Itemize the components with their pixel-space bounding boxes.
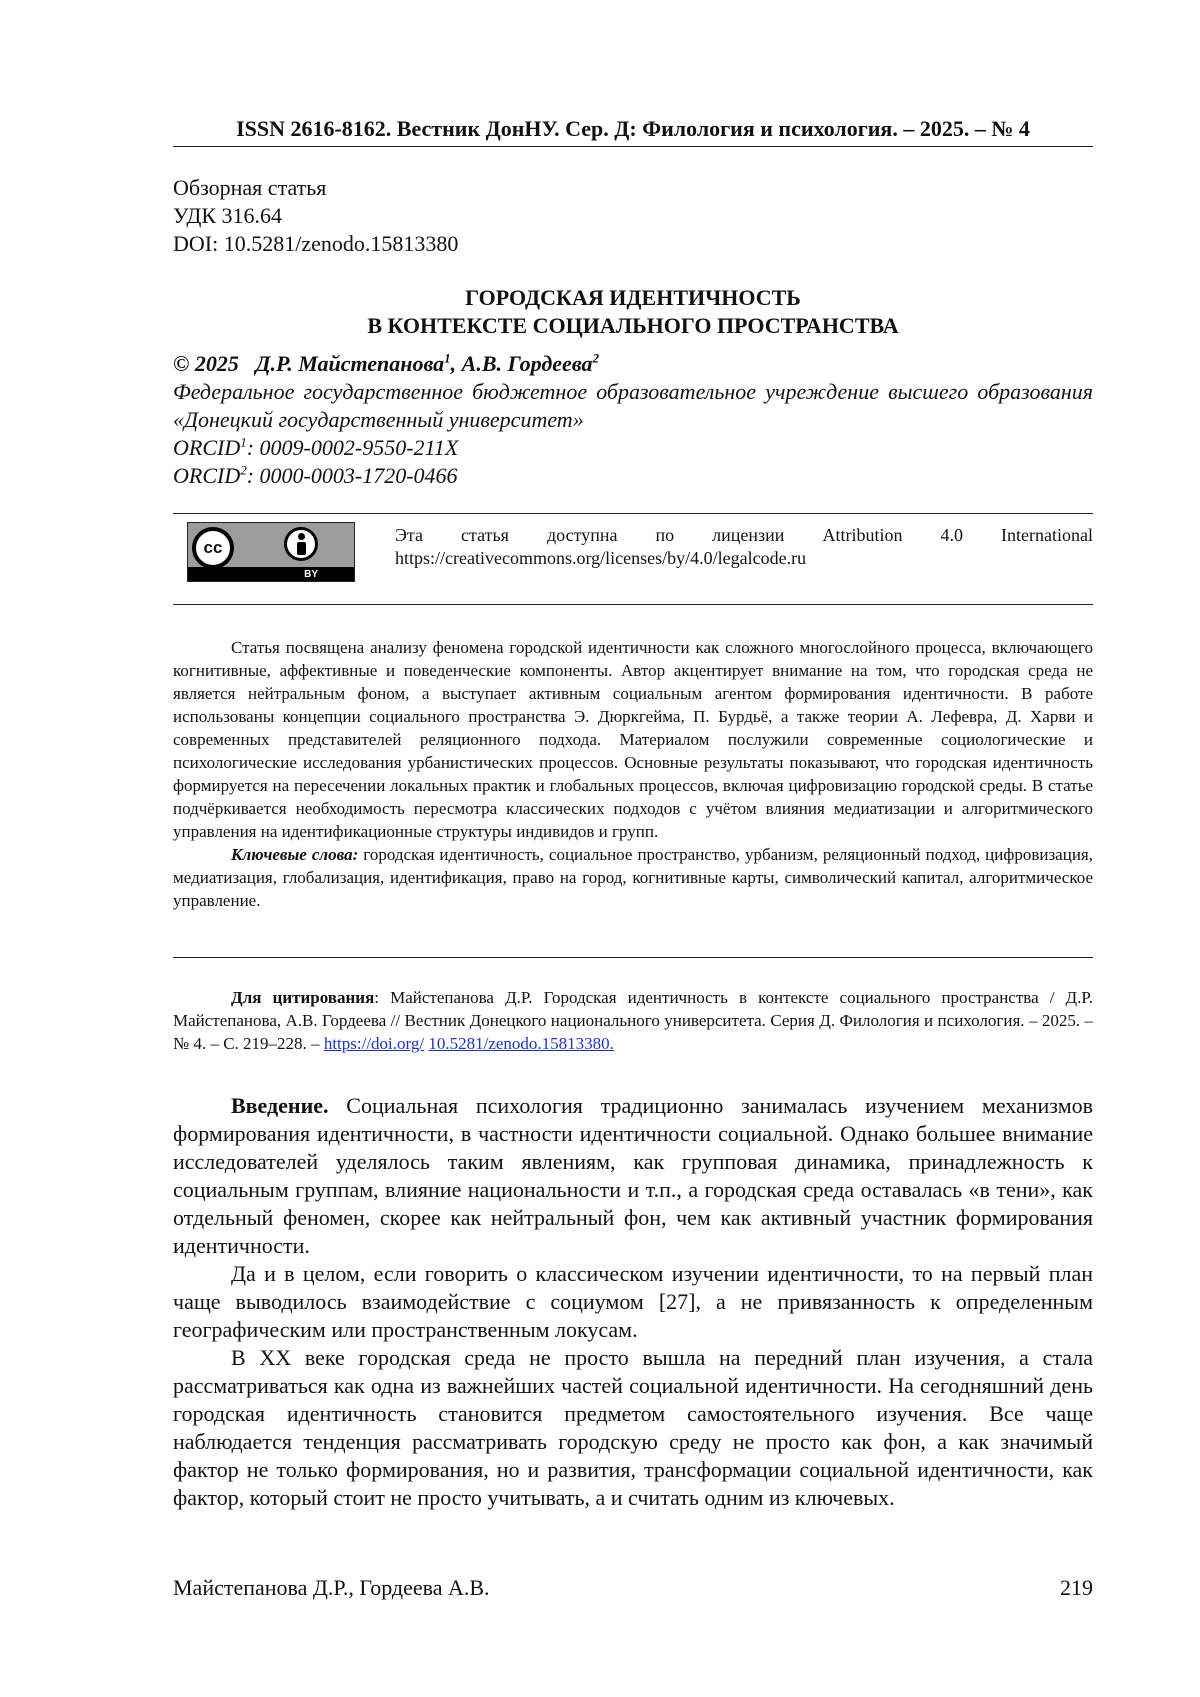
body-paragraph-2: Да и в целом, если говорить о классическом изучении идентичности, то на первый план чаще выводилось взаимодействие с социумом [27], а не привязанность к определенным географическим или пространственным локусам. bbox=[173, 1261, 1093, 1342]
abstract bbox=[173, 636, 1093, 912]
doi-link-base[interactable]: https://doi.org/ bbox=[323, 1034, 425, 1053]
orcid-1-label: ORCID bbox=[173, 435, 241, 460]
person-torso-shape bbox=[297, 542, 306, 555]
author-line bbox=[173, 350, 1093, 378]
title-line-2: В КОНТЕКСТЕ СОЦИАЛЬНОГО ПРОСТРАНСТВА bbox=[367, 313, 899, 338]
keywords bbox=[173, 843, 1093, 912]
license-text: Эта статья доступна по лицензии Attribution 4.0 International https://creativecommons.org/licenses/by/4.0/legalcode.ru bbox=[395, 525, 1093, 568]
keywords-label: Ключевые слова: bbox=[231, 845, 359, 864]
person-head-shape bbox=[298, 533, 305, 540]
citation-label: Для цитирования bbox=[231, 988, 375, 1007]
keywords-list: городская идентичность, социальное пространство, урбанизм, реляционный подход, цифровизация, медиатизация, глобализация, идентификация, право на город, когнитивные карты, символический капитал, алгоритмическое управление. bbox=[173, 845, 1093, 910]
citation-text: : Майстепанова Д.Р. Городская идентичность в контексте социального пространства / Д.Р. Майстепанова, А.В. Гордеева // Вестник Донецкого национального университета. Серия Д. Филология и психология. – 2025. – № 4. – С. 219–228. – bbox=[173, 988, 1093, 1053]
license-box bbox=[173, 513, 1093, 605]
by-label: BY bbox=[304, 569, 318, 580]
attribution-person-icon bbox=[284, 527, 318, 561]
journal-header: ISSN 2616-8162. Вестник ДонНУ. Сер. Д: Филология и психология. – 2025. – № 4 bbox=[173, 114, 1093, 147]
doi-link-id[interactable]: 10.5281/zenodo.15813380. bbox=[428, 1034, 614, 1053]
article-meta bbox=[173, 174, 1093, 258]
doi-line: DOI: 10.5281/zenodo.15813380 bbox=[173, 231, 459, 256]
intro-text: Социальная психология традиционно занималась изучением механизмов формирования идентичности, в частности идентичности социальной. Однако большее внимание исследователей уделялось таким явлениям, как групповая динамика, принадлежность к социальным группам, влияние национальности и т.п., а городская среда оставалась «в тени», как отдельный феномен, скорее как нейтральный фон, чем как активный участник формирования идентичности. bbox=[173, 1093, 1093, 1258]
title-line-1: ГОРОДСКАЯ ИДЕНТИЧНОСТЬ bbox=[465, 285, 801, 310]
orcid-2 bbox=[173, 462, 1093, 490]
article-body bbox=[173, 1092, 1093, 1512]
orcid-2-label: ORCID bbox=[173, 463, 241, 488]
copyright-year: © 2025 bbox=[173, 351, 239, 376]
author-1: Д.Р. Майстепанова bbox=[255, 351, 445, 376]
footer-authors: Майстепанова Д.Р., Гордеева А.В. bbox=[173, 1575, 490, 1600]
body-paragraph-3: В XX веке городская среда не просто вышла на передний план изучения, а стала рассматриваться как одна из важнейших частей социальной идентичности. На сегодняшний день городская идентичность становится предметом самостоятельного изучения. Все чаще наблюдается тенденция рассматривать городскую среду не просто как фон, а как значимый фактор не только формирования, но и развития, трансформации социальной идентичности, как фактор, который стоит не просто учитывать, а и считать одним из ключевых. bbox=[173, 1345, 1093, 1510]
authors-block bbox=[173, 350, 1093, 490]
orcid-2-sup: 2 bbox=[240, 462, 247, 478]
cc-icon: cc bbox=[192, 527, 234, 569]
badge-bar bbox=[188, 567, 354, 581]
orcid-2-value: : 0000-0003-1720-0466 bbox=[246, 463, 458, 488]
citation bbox=[173, 986, 1093, 1055]
page-number: 219 bbox=[1060, 1575, 1093, 1600]
author-separator: , bbox=[450, 351, 462, 376]
article-title bbox=[173, 284, 1093, 340]
article-type: Обзорная статья bbox=[173, 175, 327, 200]
abstract-text: Статья посвящена анализу феномена городской идентичности как сложного многослойного процесса, включающего когнитивные, аффективные и поведенческие компоненты. Автор акцентирует внимание на том, что городская среда не является нейтральным фоном, а выступает активным социальным агентом формирования идентичности. В работе использованы концепции социального пространства Э. Дюркгейма, П. Бурдьё, а также теории А. Лефевра, Д. Харви и современных представителей реляционного подхода. Материалом послужили современные социологические и психологические исследования урбанистических процессов. Основные результаты показывают, что городская идентичность формируется на пересечении локальных практик и глобальных процессов, включая цифровизацию городской среды. В статье подчёркивается необходимость пересмотра классических подходов с учётом влияния медиатизации и алгоритмического управления на идентификационные структуры индивидов и групп. bbox=[173, 638, 1093, 841]
affiliation: Федеральное государственное бюджетное образовательное учреждение высшего образования «Донецкий государственный университет» bbox=[173, 379, 1093, 432]
section-divider bbox=[173, 957, 1093, 958]
orcid-1-sup: 1 bbox=[240, 434, 247, 450]
page-footer bbox=[173, 1574, 1093, 1602]
udk-code: УДК 316.64 bbox=[173, 203, 283, 228]
body-paragraph-1 bbox=[173, 1092, 1093, 1260]
author-1-sup: 1 bbox=[444, 350, 451, 366]
author-2-sup: 2 bbox=[592, 350, 600, 366]
orcid-1 bbox=[173, 434, 1093, 462]
intro-label: Введение. bbox=[231, 1093, 329, 1118]
cc-by-badge bbox=[187, 522, 355, 582]
author-2: А.В. Гордеева bbox=[461, 351, 593, 376]
orcid-1-value: : 0009-0002-9550-211X bbox=[246, 435, 459, 460]
